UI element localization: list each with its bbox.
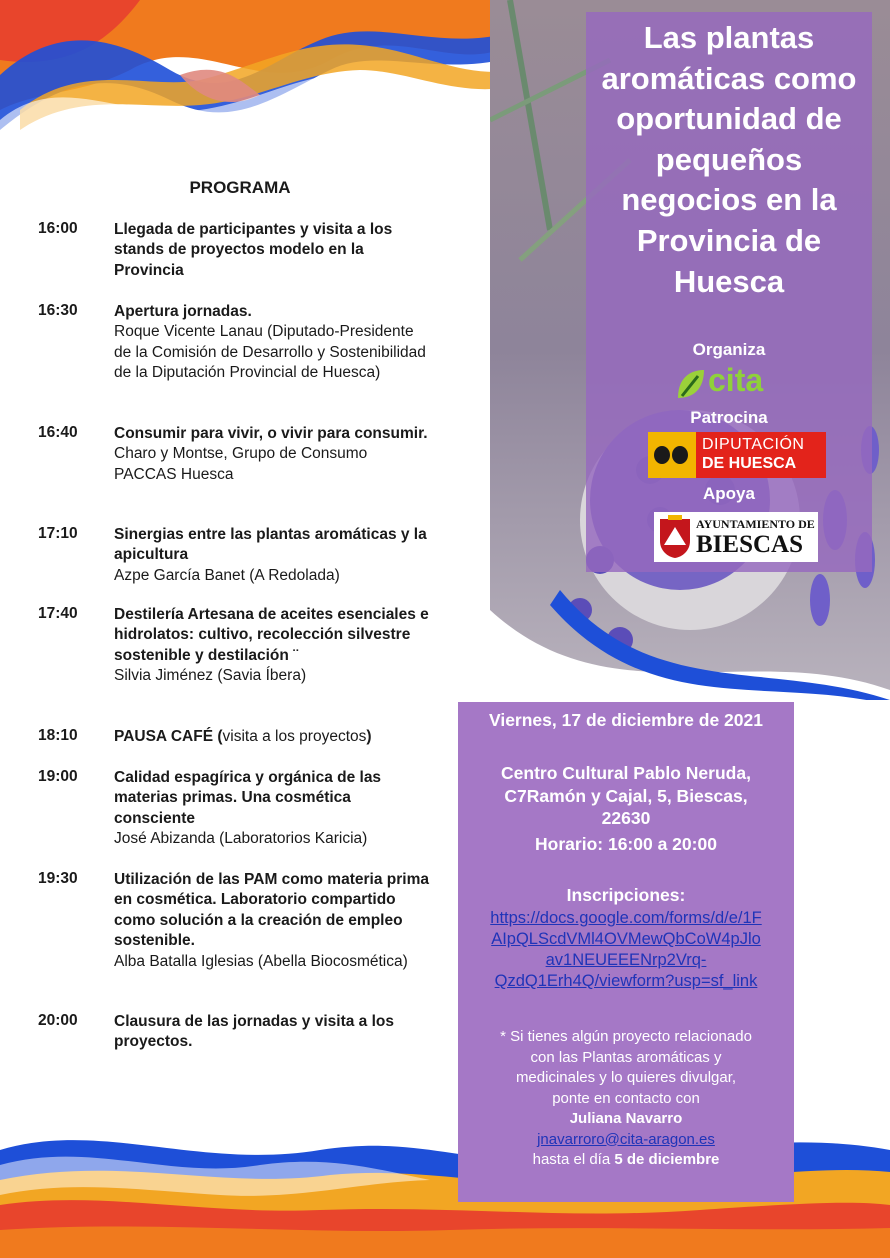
deadline: hasta el día 5 de diciembre xyxy=(532,1151,720,1168)
program-speaker: Silvia Jiménez (Savia Íbera) xyxy=(114,667,307,685)
cita-logo: cita xyxy=(676,362,780,408)
biescas-logo: AYUNTAMIENTO DE BIESCAS xyxy=(654,512,818,562)
program-time: 17:10 xyxy=(38,525,78,542)
coat-of-arms-icon xyxy=(658,515,692,559)
leaf-icon xyxy=(676,368,706,402)
inscripciones-label: Inscripciones: xyxy=(566,885,686,905)
program-title: Destilería Artesana de aceites esenciales e hidrolatos: cultivo, recolección silvestre sostenible y destilación ¨ xyxy=(114,606,429,664)
program-title: Consumir para vivir, o vivir para consumir. xyxy=(114,425,428,442)
contact-email-link[interactable]: jnavarroro@cita-aragon.es xyxy=(537,1130,715,1148)
contact-note: * Si tienes algún proyecto relacionado con las Plantas aromáticas y medicinales y lo quieres divulgar, ponte en contacto con Juliana Navarro jnavarroro@cita-aragon.es hasta el día 5 de diciembre xyxy=(458,1027,794,1171)
patrocina-label: Patrocina xyxy=(690,408,768,427)
program-speaker: Roque Vicente Lanau (Diputado-Presidente de la Comisión de Desarrollo y Sostenibilidad de la Diputación Provincial de Huesca) xyxy=(114,323,426,382)
apoya-label: Apoya xyxy=(703,484,755,503)
program-time: 16:00 xyxy=(38,220,78,237)
program-time: 17:40 xyxy=(38,605,78,622)
program-heading: PROGRAMA xyxy=(189,178,291,197)
program-speaker: Charo y Montse, Grupo de Consumo PACCAS Huesca xyxy=(114,445,368,483)
program-title: Apertura jornadas. xyxy=(114,303,252,320)
program-speaker: Azpe García Banet (A Redolada) xyxy=(114,566,340,584)
registration-link[interactable]: https://docs.google.com/forms/d/e/1F AIpQLScdVMl4OVMewQbCoW4pJlo av1NEUEEENrp2Vrq- QzdQ1Erh4Q/viewform?usp=sf_link xyxy=(490,909,762,990)
program-title: Sinergias entre las plantas aromáticas y la apicultura xyxy=(114,526,427,564)
event-title: Las plantas aromáticas como oportunidad de pequeños negocios en la Provincia de Huesca xyxy=(601,20,857,299)
program-title: Llegada de participantes y visita a los stands de proyectos modelo en la Provincia xyxy=(114,221,393,279)
program-title-detail: visita a los proyectos xyxy=(222,728,367,745)
program-time: 19:00 xyxy=(38,768,78,785)
program-time: 16:30 xyxy=(38,302,78,319)
program-speaker: Alba Batalla Iglesias (Abella Biocosmética) xyxy=(114,952,408,970)
program-title: Clausura de las jornadas y visita a los proyectos. xyxy=(114,1013,394,1051)
diputacion-emblem-icon xyxy=(648,432,696,478)
program-speaker: José Abizanda (Laboratorios Karicia) xyxy=(114,830,368,848)
program-title-end: ) xyxy=(366,728,372,745)
top-wave-decoration xyxy=(0,0,520,160)
info-panel xyxy=(458,702,794,1202)
organiza-label: Organiza xyxy=(692,340,766,359)
event-date: Viernes, 17 de diciembre de 2021 xyxy=(488,710,763,730)
venue-line: 22630 xyxy=(601,808,651,828)
title-panel xyxy=(586,12,872,572)
diputacion-huesca-logo: DIPUTACIÓN DE HUESCA xyxy=(648,432,826,478)
venue-line: Centro Cultural Pablo Neruda, xyxy=(501,763,751,783)
program-title: PAUSA CAFÉ ( xyxy=(114,728,223,745)
program-time: 16:40 xyxy=(38,424,78,441)
program-title: Utilización de las PAM como materia prima en cosmética. Laboratorio compartido como solución a la creación de empleo sostenible. xyxy=(114,871,429,950)
contact-name: Juliana Navarro xyxy=(569,1110,683,1127)
program-title: Calidad espagírica y orgánica de las materias primas. Una cosmética consciente xyxy=(114,769,382,827)
program-time: 18:10 xyxy=(38,727,78,744)
venue-line: C7Ramón y Cajal, 5, Biescas, xyxy=(504,786,748,806)
program-time: 20:00 xyxy=(38,1012,78,1029)
program-time: 19:30 xyxy=(38,870,78,887)
schedule: Horario: 16:00 a 20:00 xyxy=(535,834,717,854)
